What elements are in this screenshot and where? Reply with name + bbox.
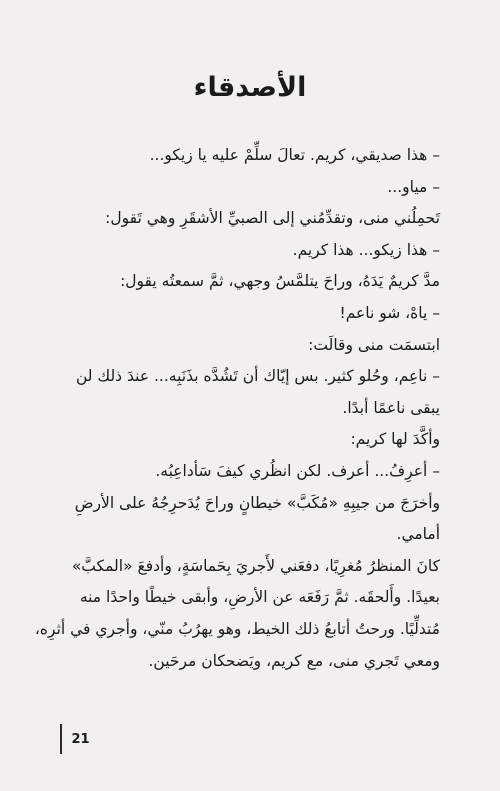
text-line: وأخرَجَ من جيبِهِ «مُكَبَّ» خيطانٍ وراحَ يُدَحرِجُهُ على الأرضِ [74,493,440,512]
text-line: تَحمِلُني منى، وتقدِّمُني إلى الصبيِّ الأشقَرِ وهي تَقول: [105,209,440,228]
footer-divider [60,724,62,754]
text-line: – مياو... [387,177,440,196]
text-line: وأكَّدَ لها كريم: [350,430,440,449]
story-text [34,140,440,677]
text-line: بعيدًا. وأَلحقَه. ثمَّ رَفَعَه عن الأرضِ، وأبقى خيطًا واحدًا منه [79,588,440,607]
text-line: ابتسمَت منى وقالَت: [308,335,440,354]
text-line: – أعرِفُ... أعرف. لكن انظُري كيفَ سَأداعِبُه. [155,461,440,480]
text-line: مُتدلِّيًا. ورحتُ أتابعُ ذلك الخيط، وهو يهرُبُ منّي، وأجري في أثرِه، [34,619,440,638]
text-line: – ناعِم، وحُلو كثير. بس إيّاك أن تَشُدَّه بذَنَبِه... عندَ ذلك لن [75,367,440,386]
text-line: – هذا زيكو... هذا كريم. [292,240,440,259]
text-line: ومعي تَجري منى، مع كريم، ويَضحكان مرحَين. [148,651,440,670]
page-footer [60,724,90,754]
text-line: أمامي. [396,525,440,544]
text-line: كانَ المنظرُ مُغرِيًا، دفعَني لأَجريَ بِحَماسَةٍ، وأدفعَ «المكبَّ» [71,556,440,575]
text-line: يبقى ناعمًا أبدًا. [342,398,440,417]
text-line: – هذا صديقي، كريم. تعالَ سلِّمْ عليه يا زيكو... [149,146,440,164]
page-number: 21 [71,731,90,747]
chapter-title: الأصدقاء [193,72,307,103]
text-line: مدَّ كريمٌ يَدَهُ، وراحَ يتلمَّسُ وجهي، ثمَّ سمعتُه يقول: [120,272,440,291]
text-line: – ياهْ، شو ناعم! [339,303,440,322]
